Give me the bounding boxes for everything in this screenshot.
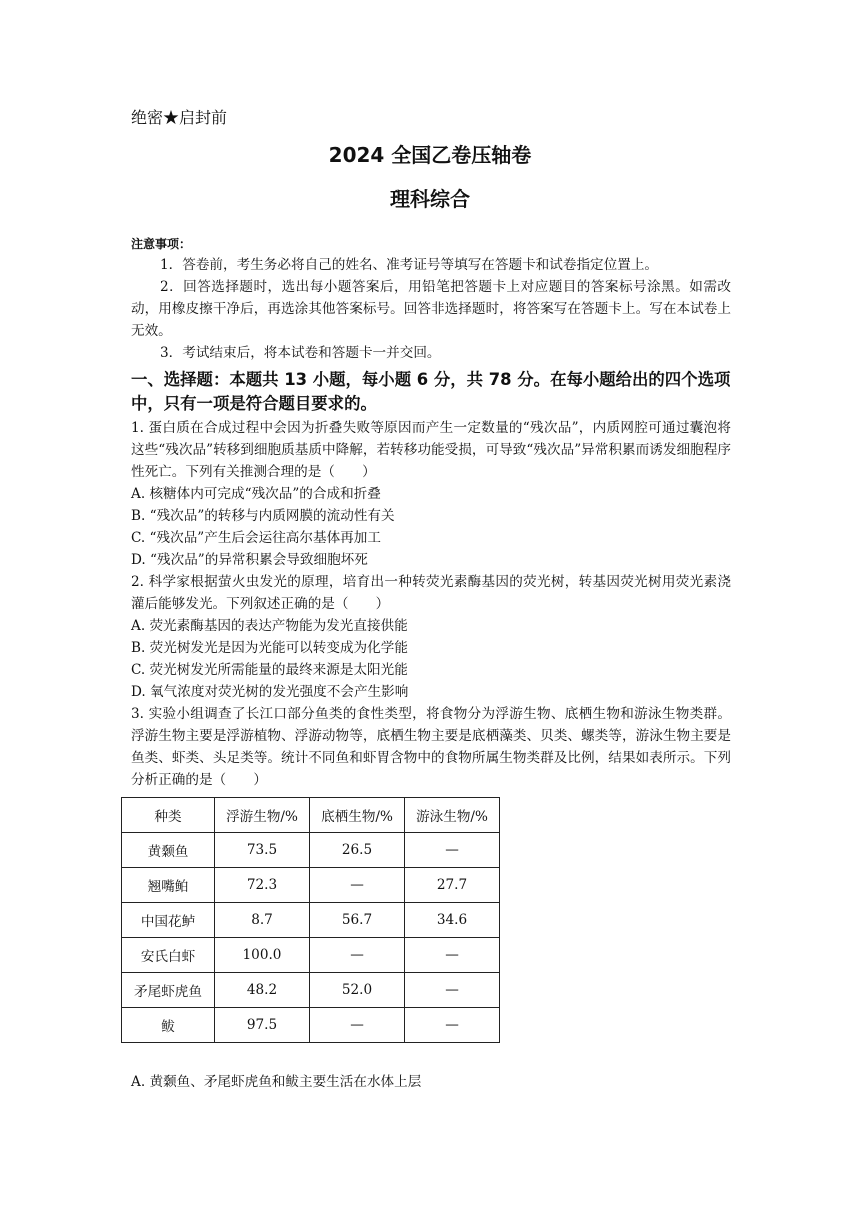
table-cell: 97.5 [215,1008,310,1043]
question-1 [131,417,731,571]
table-header-cell: 游泳生物/% [405,798,500,833]
exam-subtitle: 理科综合 [390,187,470,211]
table-header-cell: 底栖生物/% [310,798,405,833]
note-item: 3．考试结束后，将本试卷和答题卡一并交回。 [160,345,441,361]
secret-label: 绝密★启封前 [131,108,228,127]
table-cell: 100.0 [215,938,310,973]
question-stem: 1. 蛋白质在合成过程中会因为折叠失败等原因而产生一定数量的“残次品”，内质网腔可通过囊泡将这些“残次品”转移到细胞质基质中降解，若转移功能受损，可导致“残次品”异常积累而诱发细胞程序性死亡。下列有关推测合理的是（ ） [131,420,731,480]
table-cell: 安氏白虾 [122,938,215,973]
section-heading: 一、选择题：本题共 13 小题，每小题 6 分，共 78 分。在每小题给出的四个选项中，只有一项是符合题目要求的。 [131,370,731,413]
table-cell: — [310,868,405,903]
table-cell: 34.6 [405,903,500,938]
table-row [122,1008,500,1043]
table-row [122,903,500,938]
question-2 [131,571,731,703]
question-option: A. 荧光素酶基因的表达产物能为发光直接供能 [131,618,408,634]
table-row [122,973,500,1008]
table-cell: 52.0 [310,973,405,1008]
notes-heading: 注意事项： [131,237,192,251]
table-cell: 48.2 [215,973,310,1008]
table-cell: 翘嘴鲌 [122,868,215,903]
table-cell: 27.7 [405,868,500,903]
table-cell: — [405,1008,500,1043]
table-cell: — [405,973,500,1008]
question-option: A. 核糖体内可完成“残次品”的合成和折叠 [131,486,381,502]
question-stem: 3. 实验小组调查了长江口部分鱼类的食性类型，将食物分为浮游生物、底栖生物和游泳生物类群。浮游生物主要是浮游植物、浮游动物等，底栖生物主要是底栖藻类、贝类、螺类等，游泳生物主要是鱼类、虾类、头足类等。统计不同鱼和虾胃含物中的食物所属生物类群及比例，结果如表所示。下列分析正确的是（ ） [131,706,731,788]
question-option: B. 荧光树发光是因为光能可以转变成为化学能 [131,640,408,656]
table-cell: — [405,833,500,868]
question-3-options [131,1071,731,1093]
note-item: 1．答卷前，考生务必将自己的姓名、准考证号等填写在答题卡和试卷指定位置上。 [160,257,659,273]
table-row [122,938,500,973]
exam-title: 2024 全国乙卷压轴卷 [328,143,532,167]
table-cell: — [310,938,405,973]
notes-list [131,254,731,364]
question-option: B. “残次品”的转移与内质网膜的流动性有关 [131,508,395,524]
question-option: D. 氧气浓度对荧光树的发光强度不会产生影响 [131,684,409,700]
table-cell: 72.3 [215,868,310,903]
question-3 [131,703,731,791]
note-item: 2．回答选择题时，选出每小题答案后，用铅笔把答题卡上对应题目的答案标号涂黑。如需改动，用橡皮擦干净后，再选涂其他答案标号。回答非选择题时，将答案写在答题卡上。写在本试卷上无效。 [131,279,731,339]
table-cell: 黄颡鱼 [122,833,215,868]
table-cell: — [405,938,500,973]
table-header-cell: 浮游生物/% [215,798,310,833]
table-cell: — [310,1008,405,1043]
table-row [122,868,500,903]
table-cell: 8.7 [215,903,310,938]
question-option: C. 荧光树发光所需能量的最终来源是太阳光能 [131,662,408,678]
question-option: D. “残次品”的异常积累会导致细胞坏死 [131,552,368,568]
question-option: A. 黄颡鱼、矛尾虾虎鱼和鲅主要生活在水体上层 [131,1074,422,1090]
table-header-row [122,798,500,833]
table-cell: 矛尾虾虎鱼 [122,973,215,1008]
table-cell: 鲅 [122,1008,215,1043]
table-header-cell: 种类 [122,798,215,833]
question-stem: 2. 科学家根据萤火虫发光的原理，培育出一种转荧光素酶基因的荧光树，转基因荧光树用荧光素浇灌后能够发光。下列叙述正确的是（ ） [131,574,731,612]
diet-table [121,797,500,1043]
table-cell: 中国花鲈 [122,903,215,938]
table-cell: 73.5 [215,833,310,868]
table-row [122,833,500,868]
table-cell: 26.5 [310,833,405,868]
table-cell: 56.7 [310,903,405,938]
question-option: C. “残次品”产生后会运往高尔基体再加工 [131,530,381,546]
